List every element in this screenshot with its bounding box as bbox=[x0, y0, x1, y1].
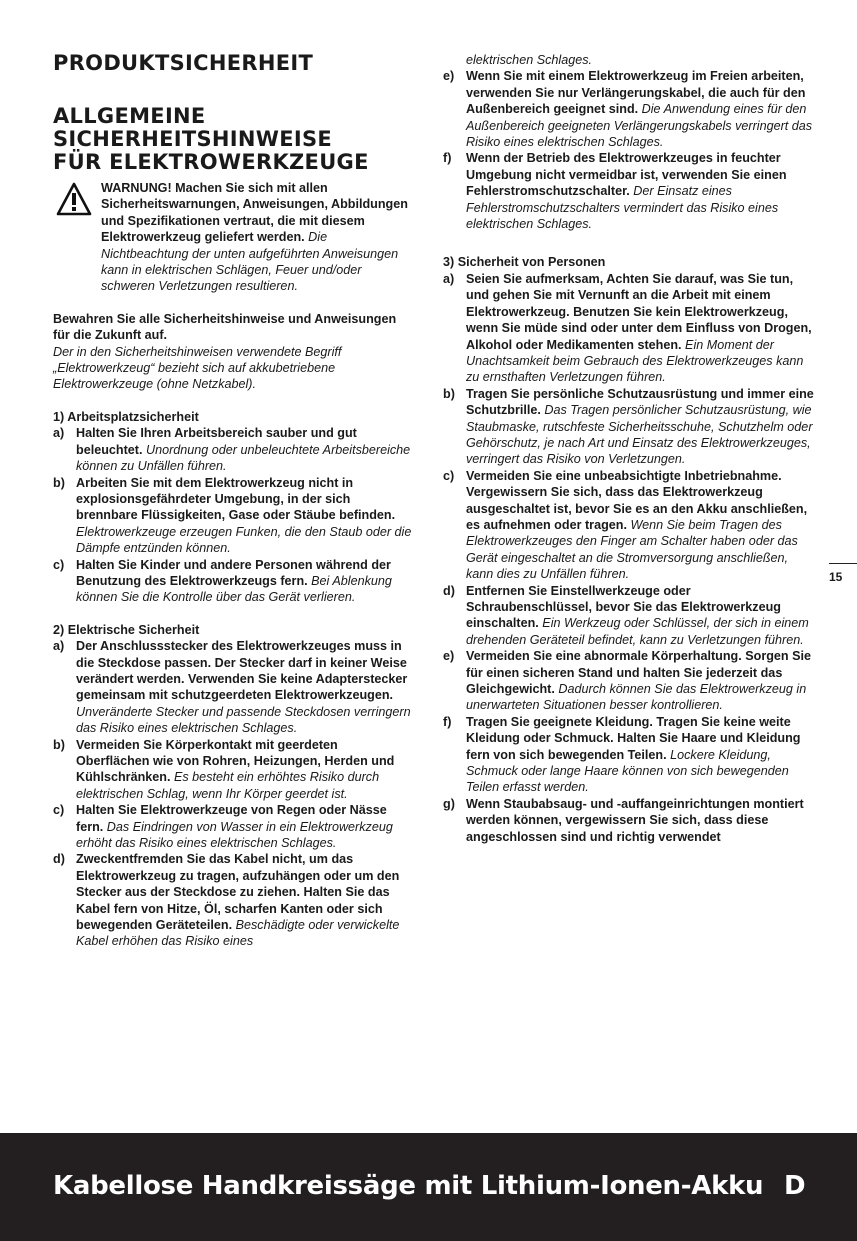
list-item bbox=[443, 468, 815, 583]
page-number: 15 bbox=[829, 563, 857, 584]
list-item bbox=[53, 737, 413, 803]
item-text: Vermeiden Sie eine unbeabsichtigte Inbetriebnahme. Vergewissern Sie sich, dass das Elektrowerkzeug ausgeschaltet ist, bevor Sie es an den Akku anschließen, es aufnehmen oder tragen. Wenn Sie beim Tragen des Elektrowerkzeuges den Finger am Schalter haben oder das Gerät eingeschaltet an die Stromversorgung anschließen, kann dies zu Unfällen führen. bbox=[466, 468, 808, 582]
section-title bbox=[53, 105, 413, 174]
electrical-list-continued bbox=[443, 68, 815, 232]
list-item bbox=[53, 851, 413, 949]
item-label: a) bbox=[443, 271, 455, 286]
right-column bbox=[443, 52, 815, 845]
item-label: b) bbox=[53, 475, 65, 490]
keep-instructions: Bewahren Sie alle Sicherheitshinweise und Anweisungen für die Zukunft auf. Der in den Sicherheitshinweisen verwendete Begriff „Elektrowerkzeug“ bezieht sich auf akkubetriebene Elektrowerkzeuge (ohne Netzkabel). bbox=[53, 311, 397, 392]
footer-bar bbox=[0, 1133, 857, 1241]
footer-title: Kabellose Handkreissäge mit Lithium-Ionen-Akku bbox=[53, 1171, 764, 1201]
section-heading-workplace: 1) Arbeitsplatzsicherheit bbox=[53, 409, 199, 424]
item-text: Tragen Sie geeignete Kleidung. Tragen Sie keine weite Kleidung oder Schmuck. Halten Sie Haare und Kleidung fern von sich bewegenden Teilen. Lockere Kleidung, Schmuck oder lange Haare können von sich bewegenden Teilen erfasst werden. bbox=[466, 714, 801, 795]
electrical-list bbox=[53, 638, 413, 950]
language-code: D bbox=[784, 1171, 806, 1201]
item-label: e) bbox=[443, 69, 455, 84]
item-text: Halten Sie Ihren Arbeitsbereich sauber und gut beleuchtet. Unordnung oder unbeleuchtete Arbeitsbereiche können zu Unfällen führen. bbox=[76, 426, 411, 474]
item-text: Vermeiden Sie Körperkontakt mit geerdeten Oberflächen wie von Rohren, Heizungen, Herden und Kühlschränken. Es besteht ein erhöhtes Risiko durch elektrischen Schlag, wenn Ihr Körper geerdet ist. bbox=[76, 737, 395, 801]
list-item bbox=[443, 583, 815, 649]
item-label: e) bbox=[443, 649, 455, 664]
item-text: Wenn der Betrieb des Elektrowerkzeuges in feuchter Umgebung nicht vermeidbar ist, verwenden Sie einen Fehlerstromschutzschalter. Der Einsatz eines Fehlerstromschutzschalters vermindert das Risiko eines elektrischen Schlages. bbox=[466, 151, 787, 232]
item-text: Der Anschlussstecker des Elektrowerkzeuges muss in die Steckdose passen. Der Stecker darf in keiner Weise verändert werden. Verwenden Sie keine Adapterstecker gemeinsam mit schutzgeerdeten Elektrowerkzeugen. Unveränderte Stecker und passende Steckdosen verringern das Risiko eines elektrischen Schlages. bbox=[76, 639, 411, 736]
list-item bbox=[53, 802, 413, 851]
list-item bbox=[53, 638, 413, 736]
item-label: b) bbox=[53, 737, 65, 752]
warning-icon bbox=[56, 182, 92, 216]
continued-text: elektrischen Schlages. bbox=[466, 53, 593, 67]
item-text: Wenn Staubabsaug- und -auffangeinrichtungen montiert werden können, vergewissern Sie sich, dass diese angeschlossen sind und richtig verwendet bbox=[466, 796, 804, 844]
list-item bbox=[443, 68, 815, 150]
item-text: Halten Sie Elektrowerkzeuge von Regen oder Nässe fern. Das Eindringen von Wasser in ein Elektrowerkzeug erhöht das Risiko eines elektrischen Schlages. bbox=[76, 803, 393, 851]
list-item bbox=[443, 271, 815, 386]
item-label: a) bbox=[53, 426, 65, 441]
list-item bbox=[53, 425, 413, 474]
item-label: d) bbox=[443, 583, 455, 598]
item-text: Halten Sie Kinder und andere Personen während der Benutzung des Elektrowerkzeugs fern. Bei Ablenkung können Sie die Kontrolle über das Gerät verlieren. bbox=[76, 557, 392, 605]
section-heading-personal: 3) Sicherheit von Personen bbox=[443, 255, 606, 270]
list-item bbox=[443, 150, 815, 232]
section-title-line: SICHERHEITSHINWEISE bbox=[53, 127, 333, 151]
item-label: f) bbox=[443, 151, 452, 166]
section-title-line: ALLGEMEINE bbox=[53, 104, 206, 128]
item-label: c) bbox=[53, 803, 65, 818]
item-label: b) bbox=[443, 386, 455, 401]
personal-safety-list bbox=[443, 271, 815, 845]
item-label: a) bbox=[53, 639, 65, 654]
list-item bbox=[443, 714, 815, 796]
item-text: Arbeiten Sie mit dem Elektrowerkzeug nicht in explosionsgefährdeter Umgebung, in der sich brennbare Flüssigkeiten, Gase oder Stäube befinden. Elektrowerkzeuge erzeugen Funken, die den Staub oder die Dämpfe entzünden können. bbox=[76, 475, 412, 556]
list-item bbox=[443, 796, 815, 845]
item-label: g) bbox=[443, 796, 455, 811]
item-text: Vermeiden Sie eine abnormale Körperhaltung. Sorgen Sie für einen sicheren Stand und halten Sie jederzeit das Gleichgewicht. Dadurch können Sie das Elektrowerkzeug in unerwarteten Situationen besser kontrollieren. bbox=[466, 649, 812, 713]
item-text: Zweckentfremden Sie das Kabel nicht, um das Elektrowerkzeug zu tragen, aufzuhängen oder um den Stecker aus der Steckdose zu ziehen. Halten Sie das Kabel fern von Hitze, Öl, scharfen Kanten oder sich bewegenden Geräteteilen. Beschädigte oder verwickelte Kabel erhöhen das Risiko eines bbox=[76, 852, 400, 949]
item-text: Entfernen Sie Einstellwerkzeuge oder Schraubenschlüssel, bevor Sie das Elektrowerkzeug einschalten. Ein Werkzeug oder Schlüssel, der sich in einem drehenden Geräteteil befindet, kann zu Verletzungen führen. bbox=[466, 583, 809, 647]
section-heading-electrical: 2) Elektrische Sicherheit bbox=[53, 622, 200, 637]
list-item bbox=[53, 557, 413, 606]
workplace-list bbox=[53, 425, 413, 605]
left-column bbox=[53, 52, 413, 950]
item-text: Wenn Sie mit einem Elektrowerkzeug im Freien arbeiten, verwenden Sie nur Verlängerungskabel, die auch für den Außenbereich geeignet sind. Die Anwendung eines für den Außenbereich geeigneten Verlängerungskabels verringert das Risiko eines elektrischen Schlages. bbox=[466, 69, 813, 150]
item-text: Seien Sie aufmerksam, Achten Sie darauf, was Sie tun, und gehen Sie mit Vernunft an die Arbeit mit einem Elektrowerkzeug. Benutzen Sie kein Elektrowerkzeug, wenn Sie müde sind oder unter dem Einfluss von Drogen, Alkohol oder Medikamenten stehen. Ein Moment der Unachtsamkeit beim Gebrauch des Elektrowerkzeuges kann zu ernsthaften Verletzungen führen. bbox=[466, 271, 812, 385]
list-item bbox=[443, 386, 815, 468]
item-text: Tragen Sie persönliche Schutzausrüstung und immer eine Schutzbrille. Das Tragen persönlicher Schutzausrüstung, wie Staubmaske, rutschfeste Sicherheitsschuhe, Schutzhelm oder Gehörschutz, je nach Art und Einsatz des Elektrowerkzeuges, verringert das Risiko von Verletzungen. bbox=[466, 386, 814, 467]
page-title: PRODUKTSICHERHEIT bbox=[53, 51, 314, 75]
item-label: c) bbox=[443, 468, 455, 483]
item-label: c) bbox=[53, 557, 65, 572]
warning-block bbox=[53, 180, 413, 295]
item-label: d) bbox=[53, 852, 65, 867]
section-title-line: FÜR ELEKTROWERKZEUGE bbox=[53, 150, 369, 174]
list-item bbox=[443, 648, 815, 714]
warning-text: WARNUNG! Machen Sie sich mit allen Sicherheitswarnungen, Anweisungen, Abbildungen und Spezifikationen vertraut, die mit diesem Elektrowerkzeug geliefert werden. Die Nichtbeachtung der unten aufgeführten Anweisungen kann in elektrischen Schlägen, Feuer und/oder schweren Verletzungen resultieren. bbox=[101, 181, 408, 294]
item-label: f) bbox=[443, 714, 452, 729]
list-item bbox=[53, 475, 413, 557]
